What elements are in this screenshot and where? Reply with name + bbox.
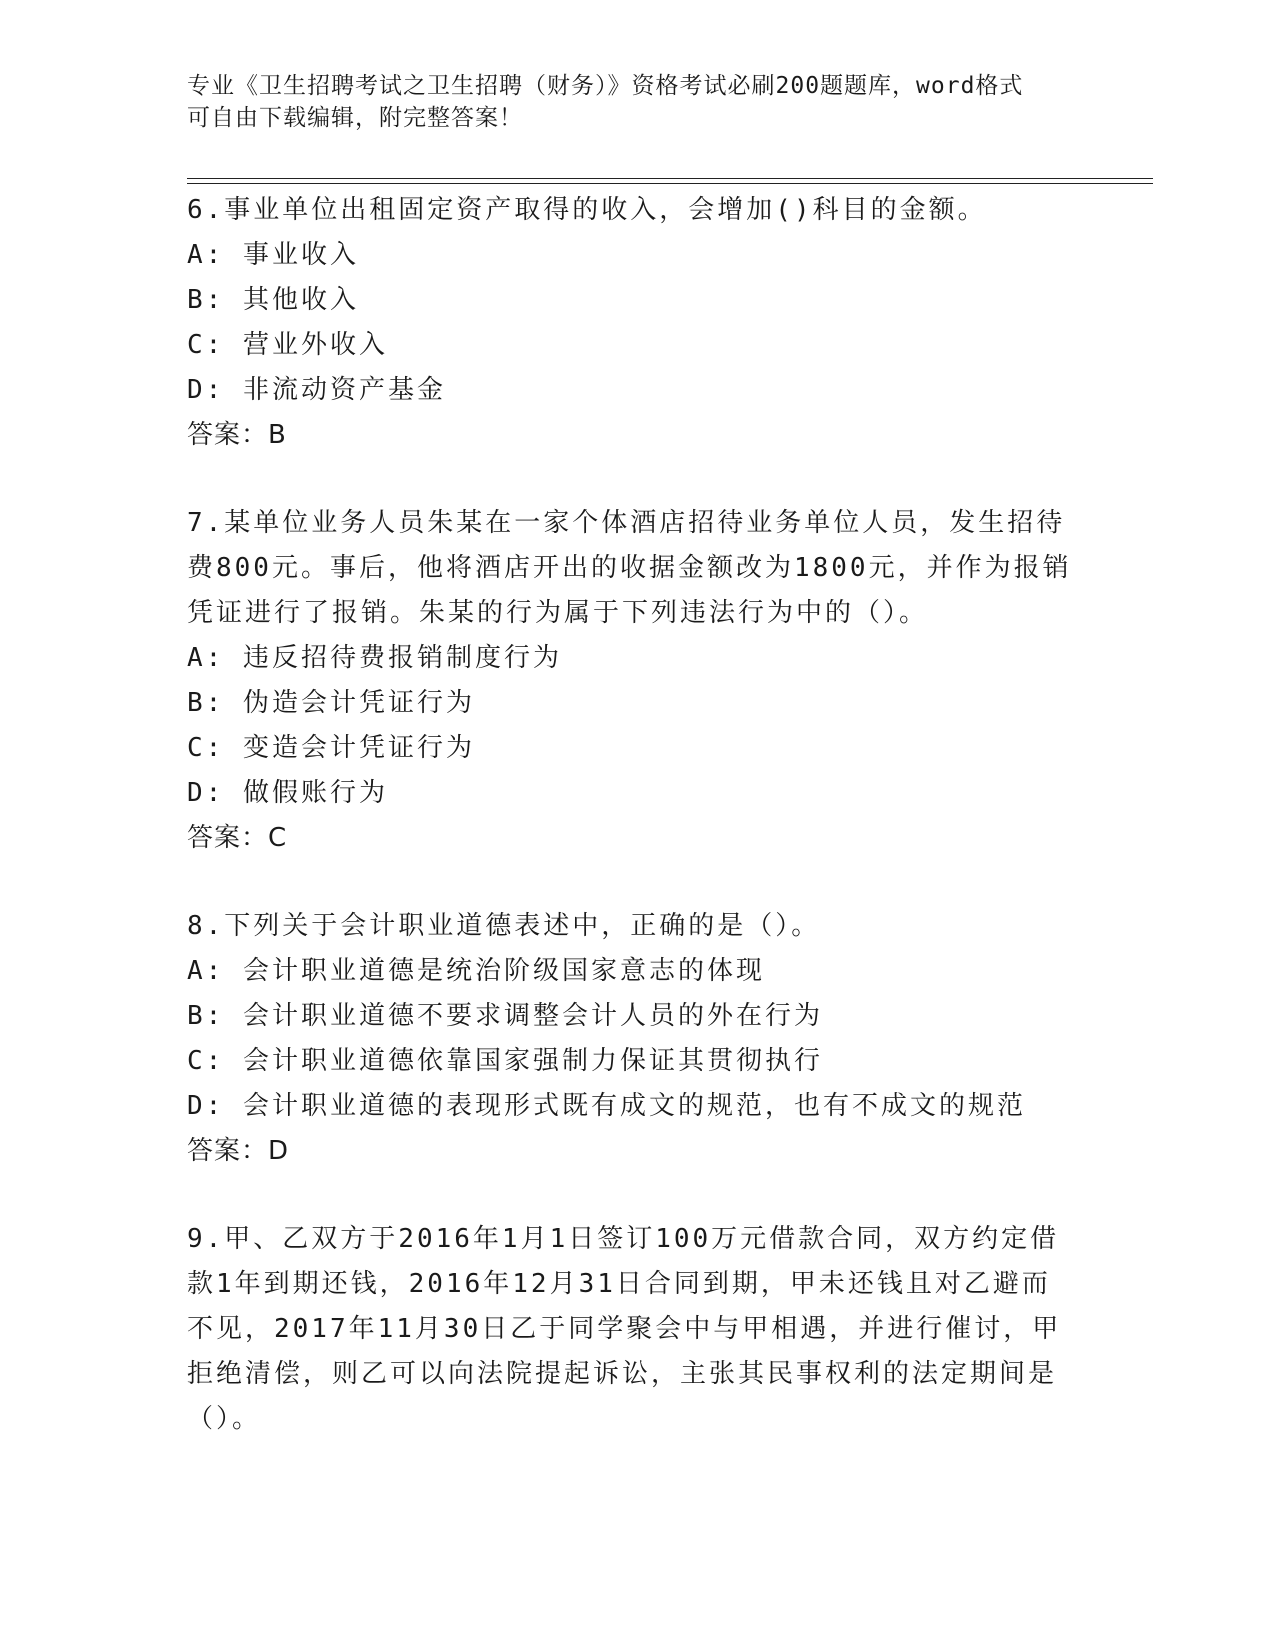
question-stem-line: 6.事业单位出租固定资产取得的收入，会增加()科目的金额。 xyxy=(187,195,987,225)
question-stem-line: 款1年到期还钱，2016年12月31日合同到期，甲未还钱且对乙避而 xyxy=(187,1269,1051,1299)
spacer xyxy=(187,861,1087,904)
answer-line: 答案：C xyxy=(187,823,288,853)
option-c: C: 会计职业道德依靠国家强制力保证其贯彻执行 xyxy=(187,1046,823,1076)
option-b: B: 会计职业道德不要求调整会计人员的外在行为 xyxy=(187,1001,823,1031)
question-stem-line: 费800元。事后，他将酒店开出的收据金额改为1800元，并作为报销 xyxy=(187,553,1072,583)
option-a: A: 事业收入 xyxy=(187,240,359,270)
question-8 xyxy=(187,904,1087,1174)
header-line-1: 专业《卫生招聘考试之卫生招聘（财务）》资格考试必刷200题题库，word格式 xyxy=(187,73,1024,99)
header-line-2: 可自由下载编辑，附完整答案！ xyxy=(187,105,523,131)
question-stem-line: 拒绝清偿，则乙可以向法院提起诉讼，主张其民事权利的法定期间是 xyxy=(187,1359,1058,1389)
question-stem-line: （）。 xyxy=(187,1404,262,1434)
question-stem-line: 7.某单位业务人员朱某在一家个体酒店招待业务单位人员，发生招待 xyxy=(187,508,1066,538)
option-a: A: 违反招待费报销制度行为 xyxy=(187,643,562,673)
option-d: D: 会计职业道德的表现形式既有成文的规范，也有不成文的规范 xyxy=(187,1091,1026,1121)
spacer xyxy=(187,458,1087,501)
question-stem-line: 8.下列关于会计职业道德表述中，正确的是（）。 xyxy=(187,911,821,941)
option-d: D: 做假账行为 xyxy=(187,778,388,808)
question-9 xyxy=(187,1217,1087,1442)
question-stem-line: 凭证进行了报销。朱某的行为属于下列违法行为中的（）。 xyxy=(187,598,929,628)
option-c: C: 变造会计凭证行为 xyxy=(187,733,475,763)
spacer xyxy=(187,1174,1087,1217)
header-divider-top xyxy=(187,178,1153,179)
question-stem-line: 不见，2017年11月30日乙于同学聚会中与甲相遇，并进行催讨，甲 xyxy=(187,1314,1062,1344)
answer-line: 答案：D xyxy=(187,1136,290,1166)
option-b: B: 伪造会计凭证行为 xyxy=(187,688,475,718)
question-7 xyxy=(187,501,1087,861)
question-stem-line: 9.甲、乙双方于2016年1月1日签订100万元借款合同，双方约定借 xyxy=(187,1224,1060,1254)
answer-line: 答案：B xyxy=(187,420,287,450)
option-a: A: 会计职业道德是统治阶级国家意志的体现 xyxy=(187,956,765,986)
document-header xyxy=(187,70,1087,134)
option-c: C: 营业外收入 xyxy=(187,330,388,360)
question-list xyxy=(187,188,1087,1442)
option-d: D: 非流动资产基金 xyxy=(187,375,446,405)
option-b: B: 其他收入 xyxy=(187,285,359,315)
header-divider-bottom xyxy=(187,183,1153,184)
question-6 xyxy=(187,188,1087,458)
